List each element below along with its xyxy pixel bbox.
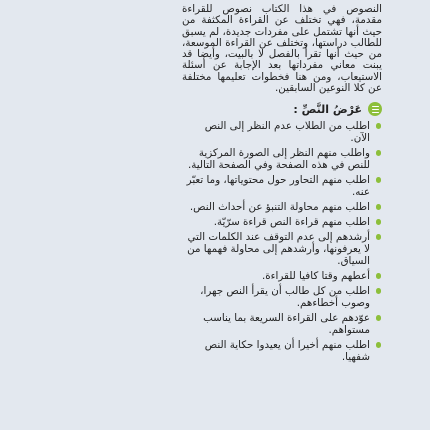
list-item: عوّدهم على القراءة السريعة بما يناسب مستواهم. — [182, 312, 382, 336]
bullet-icon — [376, 204, 382, 210]
bullet-icon — [376, 273, 382, 279]
list-item: اطلب منهم قراءة النص قراءة سرّيّة. — [182, 216, 382, 228]
section-header — [182, 102, 382, 116]
bullet-icon — [376, 315, 382, 321]
list-icon — [368, 102, 382, 116]
content-column — [182, 4, 382, 366]
list-item: اطلب منهم محاولة التنبؤ عن أحداث النص. — [182, 201, 382, 213]
list-item: أعطهم وقتا كافيا للقراءة. — [182, 270, 382, 282]
list-item: اطلب من الطلاب عدم النظر إلى النص الآن. — [182, 120, 382, 144]
bullet-icon — [376, 234, 382, 240]
list-item: واطلب منهم النظر إلى الصورة المركزية للنص في هذه الصفحة وفي الصفحة التالية. — [182, 147, 382, 171]
list-item: اطلب منهم التحاور حول محتوياتها، وما تعبّر عنه. — [182, 174, 382, 198]
bullet-icon — [376, 219, 382, 225]
bullet-icon — [376, 342, 382, 348]
list-item: اطلب منهم أخيرا أن يعيدوا حكاية النص شفهيا. — [182, 339, 382, 363]
list-item: اطلب من كل طالب أن يقرأ النص جهرا، وصوب أخطاءهم. — [182, 285, 382, 309]
bullet-icon — [376, 177, 382, 183]
bullet-icon — [376, 150, 382, 156]
list-item: أرشدهم إلى عدم التوقف عند الكلمات التي لا يعرفونها، وأرشدهم إلى محاولة فهمها من السياق. — [182, 231, 382, 267]
bullet-icon — [376, 288, 382, 294]
intro-paragraph: النصوص في هذا الكتاب نصوص للقراءة مقدمة، فهي تختلف عن القراءة المكثفة من حيث أنها تشتمل على مفردات جديدة، لم يسبق للطالب دراستها، وتختلف عن القراءة الموسعة، من حيث أنها تقرأ بالفصل لا بالبيت، وأيضا قد يبنت معاني مفرداتها بعد الإجابة عن أسئلة الاستيعاب، ومن هنا فخطوات تعليمها مختلفة عن كلا النوعين السابقين. — [182, 3, 382, 95]
steps-list — [182, 120, 382, 363]
bullet-icon — [376, 123, 382, 129]
section-title: عَرْضُ النَّصِّ : — [293, 102, 362, 116]
